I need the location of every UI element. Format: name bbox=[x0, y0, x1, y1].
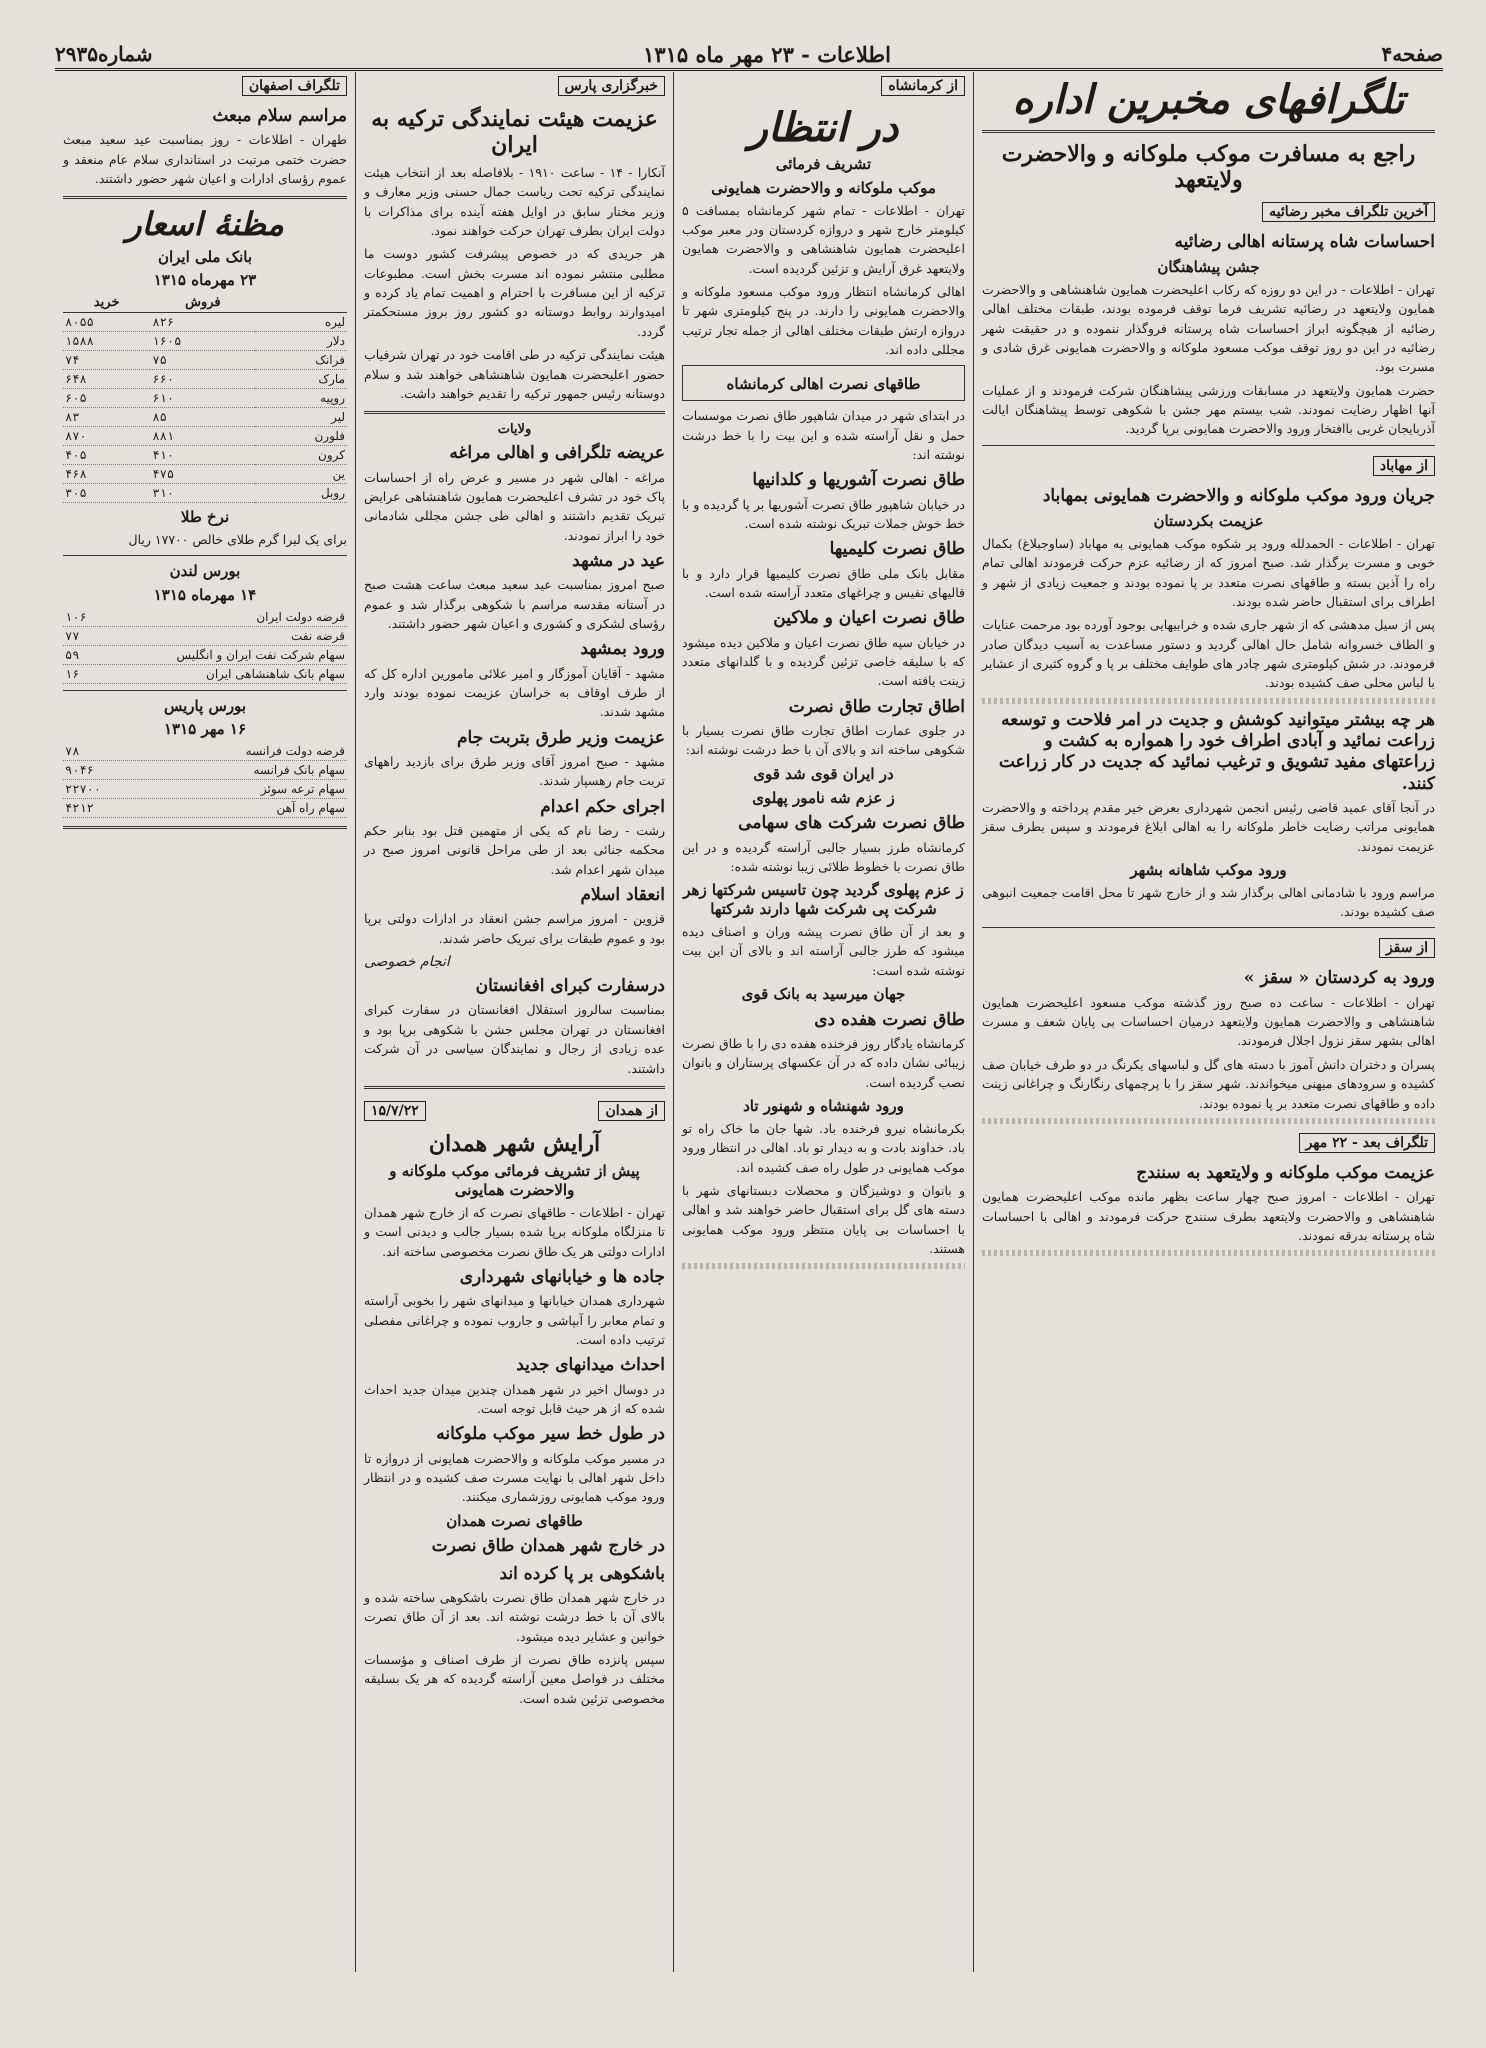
article-paragraph: بکرمانشاه نیرو فرخنده باد. شها جان ما خاک راه تو باد. خداوند بادت و به دیدار تو باد. اهالی در انتظار ورود موکب همایونی در طول راه صف کشیده اند. bbox=[682, 1120, 965, 1175]
fx-sell: ۷۵ bbox=[150, 351, 255, 370]
heading-scouts-festival: جشن پیشاهنگان bbox=[1157, 258, 1260, 277]
heading-royal-journey: راجع به مسافرت موکب ملوکانه و والاحضرت ولایتعهد bbox=[1001, 141, 1416, 194]
london-date: ۱۴ مهرماه ۱۳۱۵ bbox=[153, 585, 257, 604]
heading-national-bank: بانک ملی ایران bbox=[157, 247, 253, 266]
table-row bbox=[63, 608, 347, 627]
table-row bbox=[63, 761, 347, 780]
article-paragraph: مشهد - آقایان آموزگار و امیر علائی مامورین اداره کل که از طرف اوقاف به خراسان عزیمت نموده بودند وارد مشهد شدند. bbox=[364, 665, 665, 720]
masthead-date: اطلاعات - ۲۳ مهر ماه ۱۳۱۵ bbox=[643, 41, 891, 67]
article-paragraph: بمناسبت سالروز استقلال افغانستان در سفارت کبرای افغانستان در تهران مجلس جشن با شکوهی برپا بود و عده زیادی از رجال و نمایندگان سیاسی در آن شرکت داشتند. bbox=[364, 1002, 665, 1076]
verse-line: در ایران قوی شد قوی bbox=[753, 764, 894, 783]
fx-sell: ۳۱۰ bbox=[150, 484, 255, 503]
table-row bbox=[63, 664, 347, 683]
heading-hamedan: آرایش شهر همدان bbox=[428, 1130, 601, 1157]
article-paragraph: حضرت همایون ولایتعهد در مسابقات ورزشی پیشاهنگان شرکت فرمودند و از عملیات آنها اظهار رضایت نمودند. شب بیستم مهر جشن با شکوهی توسط پیشاهنگان ایالت آذربایجان غربی باافتخار ورود والاحضرت همایونی برپا گردید. bbox=[982, 382, 1435, 437]
heading-mabath: مراسم سلام مبعث bbox=[212, 106, 347, 126]
table-row bbox=[63, 427, 347, 446]
tag-mahabad: از مهاباد bbox=[1373, 456, 1435, 476]
table-row bbox=[63, 799, 347, 818]
security-value: ۷۸ bbox=[63, 742, 142, 761]
security-name: سهام شرکت نفت ایران و انگلیس bbox=[100, 645, 347, 664]
article-paragraph: تهران - اطلاعات - امروز صبح چهار ساعت بظهر مانده موکب اعلیحضرت همایون شاهنشاهی و والاحضرت ولایتعهد بطرف سنندج حرکت فرمودند و اهالی با احساسات شاه پرستانه بدرقه نمودند. bbox=[982, 1189, 1435, 1243]
heading-jewish-arch: طاق نصرت کلیمیها bbox=[829, 539, 965, 560]
table-row bbox=[63, 351, 347, 370]
tag-saqqez: از سقز bbox=[1379, 938, 1435, 958]
fx-sell: ۴۷۵ bbox=[150, 465, 255, 484]
article-paragraph: تهران - اطلاعات - ساعت ده صبح روز گذشته موکب مسعود اعلیحضرت همایون شاهنشاهی و والاحضرت همایون ولایتعهد درمیان احساسات بی پایان شعف و مسرت اهالی بشهر سقز نزول اجلال فرمودند. bbox=[982, 994, 1435, 1049]
article-paragraph: مشهد - صبح امروز آقای وزیر طرق برای بازدید راههای تربت جام رهسپار شدند. bbox=[364, 754, 665, 789]
paris-date: ۱۶ مهر ۱۳۱۵ bbox=[163, 720, 247, 739]
heading-maragheh: عریضه تلگرافی و اهالی مراغه bbox=[449, 443, 665, 464]
article-paragraph: قزوین - امروز مراسم جشن انعقاد در ادارات دولتی برپا بود و عموم طبقات برای تبریک حاضر شدند. bbox=[364, 911, 665, 946]
security-value: ۲۲۷۰۰ bbox=[63, 780, 142, 799]
article-paragraph: در آنجا آقای عمید قاضی رئیس انجمن شهرداری بعرض خیر مقدم پرداخته و والاحضرت همایونی مراتب رضایت خاطر ملوکانه را به اهالی ابلاغ فرمودند و سپس بطرف سقز عزیمت نمودند. bbox=[982, 799, 1435, 854]
fx-buy: ۶۰۵ bbox=[63, 389, 150, 408]
tag-kermanshah: از کرمانشاه bbox=[881, 76, 965, 96]
table-row bbox=[63, 645, 347, 664]
tag-isfahan: تلگراف اصفهان bbox=[242, 76, 347, 96]
table-row bbox=[63, 389, 347, 408]
security-name: قرضه دولت فرانسه bbox=[142, 742, 347, 761]
article-paragraph: کرمانشاه یادگار روز فرخنده هفده دی را با طاق نصرت زیبائی نشان داده که در آن عکسهای پرستاران و بانوان نصب گردیده است. bbox=[682, 1035, 965, 1090]
article-paragraph: طهران - اطلاعات - روز بمناسبت عید سعید مبعث حضرت ختمی مرتبت در استانداری سلام عام منعقد و عموم رؤسای ادارات و اعیان شهر حضور داشتند. bbox=[63, 132, 347, 186]
heading-saqqez: ورود به کردستان « سقز » bbox=[1243, 968, 1435, 989]
banner-turkish-delegation: عزیمت هیئت نمایندگی ترکیه به ایران bbox=[371, 106, 658, 159]
fx-name: فرانک bbox=[255, 351, 347, 370]
tag-hamedan: از همدان bbox=[598, 1101, 665, 1121]
article-paragraph: و بعد از آن طاق نصرت پیشه وران و اصناف دیده میشود که طرز جالبی آراسته اند و بالای آن این بیت نوشته شده است: bbox=[682, 923, 965, 978]
page-number: صفحه۴ bbox=[1381, 42, 1443, 66]
fx-buy: ۸۳ bbox=[63, 408, 150, 427]
fx-name: فلورن bbox=[255, 427, 347, 446]
tag-last-telegram: آخرین تلگراف مخبر رضائیه bbox=[1262, 202, 1435, 222]
fx-name: مارک bbox=[255, 370, 347, 389]
article-paragraph: تهران - اطلاعات - الحمدلله ورود پر شکوه موکب همایونی به مهاباد (ساوجبلاغ) بکمال خوبی و مسرت برگذار شد. صبح امروز که از رضائیه عزم حرکت فرمودند اهالی تمام راه را آذین بسته و طاقهای نصرت متعدد بر پا نموده بودند و جمعیت زیادی از شهر و اطراف برای استقبال حاضر شده بودند. bbox=[982, 535, 1435, 609]
article-paragraph: در خارج شهر همدان طاق نصرت باشکوهی ساخته شده و بالای آن با خط درشت نوشته اند. بعد از آن طاق نصرت خوانین و عشایر دیده میشود. bbox=[364, 1589, 665, 1644]
article-paragraph: هیئت نمایندگی ترکیه در طی اقامت خود در تهران شرفیاب حضور اعلیحضرت همایون شاهنشاهی خواهند شد و سلام دوستانه رئیس جمهور ترکیه را تقدیم خواهند داشت. bbox=[364, 347, 665, 401]
banner-waiting: در انتظار bbox=[748, 104, 899, 151]
heading-roads-minister: عزیمت وزیر طرق بتربت جام bbox=[457, 727, 665, 748]
security-name: قرضه نفت bbox=[100, 626, 347, 645]
fx-col-sell: فروش bbox=[150, 293, 255, 313]
fx-sell: ۶۱۰ bbox=[150, 389, 255, 408]
article-paragraph: و بانوان و دوشیزگان و محصلات دبستانهای شهر با دسته های گل برای استقبال حاضر خواهند شد و اهالی با احساسات بی پایان منتظر ورود موکب همایونی هستند. bbox=[682, 1182, 965, 1256]
security-name: سهام بانک شاهنشاهی ایران bbox=[100, 664, 347, 683]
banner-exchange-rates: مظنهٔ اسعار bbox=[126, 205, 284, 244]
fx-sell: ۴۱۰ bbox=[150, 446, 255, 465]
fx-buy: ۴۰۵ bbox=[63, 446, 150, 465]
security-value: ۱۰۶ bbox=[63, 608, 100, 627]
fx-sell: ۸۵ bbox=[150, 408, 255, 427]
hamedan-ref: ۱۵/۷/۲۲ bbox=[364, 1101, 426, 1121]
article-paragraph: رشت - رضا نام که یکی از متهمین قتل بود بنابر حکم محکمه جنائی بعد از طی مراحل قانونی امروز صبح در میدان شهر اعدام شد. bbox=[364, 823, 665, 877]
heading-gold-price: نرخ طلا bbox=[180, 508, 230, 527]
article-paragraph: کرمانشاه طرز بسیار جالبی آراسته گردیده و در این طاق نصرت با خطوط طلائی زیبا نوشته شده: bbox=[682, 839, 965, 874]
tag-pars-agency: خبرگزاری پارس bbox=[558, 76, 666, 96]
column-kermanshah bbox=[673, 72, 973, 1972]
security-name: سهام بانک فرانسه bbox=[142, 761, 347, 780]
heading-route: در طول خط سیر موکب ملوکانه bbox=[436, 1424, 665, 1445]
heading-mahabad: جریان ورود موکب ملوکانه و والاحضرت همایونی بمهاباد bbox=[1042, 485, 1435, 506]
tag-next-telegram: تلگراف بعد - ۲۲ مهر bbox=[1299, 1133, 1435, 1153]
verse-line: ز عزم پهلوی گردید چون تاسیس شرکتها زهر شرکت پی شرکت شها دارند شرکتها bbox=[683, 881, 964, 918]
heading-seventeenth-dey-arch: طاق نصرت هفده دی bbox=[814, 1009, 965, 1030]
heading-companies-arch: طاق نصرت شرکت های سهامی bbox=[738, 813, 965, 834]
article-paragraph: در مسیر موکب ملوکانه و والاحضرت همایونی از دروازه تا داخل شهر اهالی با نهایت مسرت صف کشیده و در انتظار ورود موکب همایونی روزشماری میکنند. bbox=[364, 1450, 665, 1505]
fx-name: روپیه bbox=[255, 389, 347, 408]
article-paragraph: در دوسال اخیر در شهر همدان چندین میدان جدید احداث شده که از هر حیث قابل توجه است. bbox=[364, 1381, 665, 1416]
article-paragraph: سپس پانزده طاق نصرت از طرف اصناف و مؤسسات مختلف در فواصل معین آراسته گردیده که هر یک بسلیقه مخصوصی تزئین شده است. bbox=[364, 1652, 665, 1706]
column-correspondents bbox=[973, 72, 1443, 1972]
fx-buy: ۷۴ bbox=[63, 351, 150, 370]
fx-buy: ۳۰۵ bbox=[63, 484, 150, 503]
fx-buy: ۴۶۸ bbox=[63, 465, 150, 484]
fx-sell: ۶۶۰ bbox=[150, 370, 255, 389]
article-paragraph: صبح امروز بمناسبت عید سعید مبعث ساعت هشت صبح در آستانه مقدسه مراسم با شکوهی برگذار شد و عموم رؤسای لشکری و کشوری و اعیان شهر حضور داشتند. bbox=[364, 577, 665, 632]
heading-arches: طاقهای نصرت اهالی کرمانشاه bbox=[726, 374, 921, 393]
security-value: ۹۰۴۶ bbox=[63, 761, 142, 780]
verse-line: ز عزم شه نامور پهلوی bbox=[752, 788, 895, 807]
security-value: ۷۷ bbox=[63, 626, 100, 645]
heading-grand-arch: باشکوهی بر پا کرده اند bbox=[499, 1563, 665, 1584]
fx-name: لیر bbox=[255, 408, 347, 427]
table-row bbox=[63, 370, 347, 389]
verse-line: ورود شهنشاه و شهنور تاد bbox=[743, 1097, 904, 1115]
heading-municipal-roads: جاده ها و خیابانهای شهرداری bbox=[459, 1266, 665, 1287]
heading-london-exchange: بورس لندن bbox=[169, 562, 241, 581]
sub-heading: موکب ملوکانه و والاحضرت همایونی bbox=[711, 178, 936, 197]
article-paragraph: پس از سیل مدهشی که از شهر جاری شده و خرابیهایی بوجود آورده بود مرحمت عنایات و الطاف خسروانه شامل حال اهالی گردید و دستور مساعدت به آسیب دیدگان صادر فرمودند. در شش کیلومتری شهر چادر های طوایف مختلف بر پا و گروه کثیری از عشایر با لباس محلی صف کشیده بودند. bbox=[982, 617, 1435, 691]
article-paragraph: در ابتدای شهر در میدان شاهپور طاق نصرت موسسات حمل و نقل آراسته شده و این بیت را با خط درشت نوشته اند: bbox=[682, 408, 965, 462]
security-name: سهام ترعه سوئز bbox=[142, 780, 347, 799]
article-paragraph: مقابل بانک ملی طاق نصرت کلیمیها قرار دارد و با قالیهای نفیس و چراغهای متعدد آراسته شده است. bbox=[682, 565, 965, 600]
article-paragraph: در خیابان سپه طاق نصرت اعیان و ملاکین دیده میشود که با سلیقه خاصی تزئین گردیده و با گلدانهای متعدد زینت یافته است. bbox=[682, 634, 965, 689]
table-row bbox=[63, 332, 347, 351]
exchange-rate-table bbox=[63, 293, 347, 503]
paris-table bbox=[63, 742, 347, 818]
heading-hamedan-arches: طاقهای نصرت همدان bbox=[446, 1511, 583, 1530]
fx-col-name bbox=[255, 293, 347, 313]
heading-agriculture-quote: هر چه بیشتر میتوانید کوشش و جدیت در امر فلاحت و توسعه زراعت نمائید و آبادی اطراف خود را همواره به کشت و زراعتهای مفید تشویق و ترغیب نمائید که جدیت در کار زراعت کنند. bbox=[998, 709, 1435, 794]
sub-heading: پیش از تشریف فرمائی موکب ملوکانه و والاحضرت همایونی bbox=[389, 1162, 640, 1200]
fx-name: روبل bbox=[255, 484, 347, 503]
fx-sell: ۱۶۰۵ bbox=[150, 332, 255, 351]
table-row bbox=[63, 742, 347, 761]
article-paragraph: در جلوی عمارت اطاق تجارت طاق نصرت بسیار با شکوهی ساخته اند و بالای آن با خط درشت نوشته اند: bbox=[682, 723, 965, 758]
issue-number: شماره۲۹۳۵ bbox=[55, 42, 153, 66]
table-row bbox=[63, 626, 347, 645]
fx-buy: ۶۴۸ bbox=[63, 370, 150, 389]
security-value: ۴۲۱۲ bbox=[63, 799, 142, 818]
article-paragraph: مراسم ورود با شادمانی اهالی برگذار شد و از خارج شهر تا محل اقامت جمعیت انبوهی صف کشیده بودند. bbox=[982, 884, 1435, 920]
table-row bbox=[63, 465, 347, 484]
table-row bbox=[63, 408, 347, 427]
security-name: سهام راه آهن bbox=[142, 799, 347, 818]
security-name: قرضه دولت ایران bbox=[100, 608, 347, 627]
heading-arrival-mashhad: ورود بمشهد bbox=[580, 639, 665, 660]
columns bbox=[55, 72, 1443, 1972]
heading-ceremony: انعقاد اسلام bbox=[580, 885, 665, 906]
security-value: ۱۶ bbox=[63, 664, 100, 683]
article-paragraph: مراغه - اهالی شهر در مسیر و عرض راه از احساسات پاک خود در تشرف اعلیحضرت همایون شاهنشاهی عرایض تبریک تقدیم داشتند و اهالی طی جشن مجللی شادمانی خود را ابراز نمودند. bbox=[364, 469, 665, 543]
article-paragraph: هر جریدی که در خصوص پیشرفت کشور دوست ما مطلبی منتشر نموده اند مسرت بخش است. مطبوعات ترکیه از این مسافرت با احترام و اهمیت تمام یاد کرده و امیدوارند روابط دوستانه دو کشور روز بروز مستحکمتر گردد. bbox=[364, 246, 665, 339]
heading-assyrians-arch: طاق نصرت آشوریها و کلدانیها bbox=[752, 470, 965, 491]
heading-outside-arch: در خارج شهر همدان طاق نصرت bbox=[431, 1536, 665, 1557]
heading-royal-entry: ورود موکب شاهانه بشهر bbox=[1130, 860, 1287, 879]
heading-new-squares: احداث میدانهای جدید bbox=[516, 1355, 665, 1376]
fx-name: ین bbox=[255, 465, 347, 484]
security-value: ۵۹ bbox=[63, 645, 100, 664]
article-paragraph: شهرداری همدان خیابانها و میدانهای شهر را بخوبی آراسته و تمام معابر را آبپاشی و جاروب نموده و چراغانی مفصلی ترتیب داده است. bbox=[364, 1293, 665, 1347]
london-table bbox=[63, 608, 347, 684]
fx-buy: ۸۷۰ bbox=[63, 427, 150, 446]
heading-feelings: احساسات شاه پرستانه اهالی رضائیه bbox=[1174, 231, 1435, 252]
special-correspondent: انجام خصوصی bbox=[364, 954, 450, 971]
fx-name: لیره bbox=[255, 313, 347, 332]
article-paragraph: تهران - اطلاعات - در این دو روزه که رکاب اعلیحضرت همایون شاهنشاهی و والاحضرت همایون ولایتعهد در رضائیه تشریف فرما توقف فرموده بودند، طبقات مختلف اهالی رضائیه از هیچگونه ابراز احساسات شاه پرستانه فروگذار ننموده و در حقیقت شهر رضائیه در این دو روز توقف موکب مسعود ملوکانه و والاحضرت همایونی غرق شادی و مسرت بود. bbox=[982, 281, 1435, 375]
fx-sell: ۸۲۶ bbox=[150, 313, 255, 332]
banner-correspondents: تلگرافهای مخبرین اداره bbox=[1012, 76, 1405, 123]
table-row bbox=[63, 446, 347, 465]
article-paragraph: اهالی کرمانشاه انتظار ورود موکب مسعود ملوکانه و والاحضرت همایونی را دارند. در پنج کیلومتری شهر تا دروازه ارتش طبقات مختلف اهالی از جمله تجار ترتیب مجللی داده اند. bbox=[682, 284, 965, 358]
article-paragraph: آنکارا - ۱۴ - ساعت ۱۹۱۰ - بلافاصله بعد از انتخاب هیئت نمایندگی ترکیه تحت ریاست جمال حسنی وزیر معارف و وزیر مختار سابق در اوایل هفته آینده برای مذاکرات با دولت ایران بطرف تهران حرکت خواهند نمود. bbox=[364, 164, 665, 238]
article-paragraph: تهران - اطلاعات - تمام شهر کرمانشاه بمسافت ۵ کیلومتر خارج شهر و دروازه کردستان ودر معبر موکب اعلیحضرت همایون شاهنشاهی و والاحضرت همایون ولایتعهد غرق آرایش و تزئین گردیده است. bbox=[682, 202, 965, 276]
section-provinces: ولایات bbox=[497, 422, 532, 438]
rates-date: ۲۳ مهرماه ۱۳۱۵ bbox=[153, 271, 257, 290]
table-row bbox=[63, 484, 347, 503]
fx-buy: ۸۰۵۵ bbox=[63, 313, 150, 332]
article-paragraph: در خیابان شاهپور طاق نصرت آشوریها بر پا گردیده و با خط خوش جملات تبریک نوشته شده است. bbox=[682, 496, 965, 531]
article-paragraph: تهران - اطلاعات - طاقهای نصرت که از خارج شهر همدان تا منزلگاه ملوکانه برپا شده بسیار جالب و دیدنی است و ادارات دولتی هر یک طاق نصرت مخصوصی ساخته اند. bbox=[364, 1204, 665, 1259]
sub-heading: تشریف فرمائی bbox=[775, 155, 872, 173]
masthead bbox=[55, 40, 1443, 71]
fx-buy: ۱۵۸۸ bbox=[63, 332, 150, 351]
table-row bbox=[63, 780, 347, 799]
heading-kurdistan-departure: عزیمت بکردستان bbox=[1153, 512, 1264, 531]
heading-execution: اجرای حکم اعدام bbox=[540, 796, 665, 817]
fx-name: کرون bbox=[255, 446, 347, 465]
heading-nobles-arch: طاق نصرت اعیان و ملاکین bbox=[773, 608, 965, 629]
fx-col-buy: خرید bbox=[63, 293, 150, 313]
table-row bbox=[63, 313, 347, 332]
gold-price-text: برای یک لیرا گرم طلای خالص ۱۷۷۰۰ ریال bbox=[128, 531, 347, 547]
heading-afghan-embassy: درسفارت کبرای افغانستان bbox=[475, 976, 665, 997]
column-pars-wire bbox=[355, 72, 673, 1972]
heading-sanandaj: عزیمت موکب ملوکانه و ولایتعهد به سنندج bbox=[1136, 1162, 1435, 1183]
heading-chamber-arch: اطاق تجارت طاق نصرت bbox=[788, 696, 965, 717]
article-paragraph: پسران و دختران دانش آموز با دسته های گل و لباسهای یکرنگ در دو طرف خیابان صف کشیده و سرودهای میهنی میخواندند. شهر سقز را با پرچمهای رنگارنگ و چراغانی زینت داده و طاقهای نصرت متعدد بر پا نموده بودند. bbox=[982, 1056, 1435, 1111]
verse-line: جهان میرسید به بانک قوی bbox=[741, 984, 906, 1003]
fx-name: دلار bbox=[255, 332, 347, 351]
column-markets bbox=[55, 72, 355, 1972]
fx-sell: ۸۸۱ bbox=[150, 427, 255, 446]
heading-paris-exchange: بورس پاریس bbox=[164, 696, 246, 715]
heading-mashhad-eid: عید در مشهد bbox=[572, 551, 665, 572]
